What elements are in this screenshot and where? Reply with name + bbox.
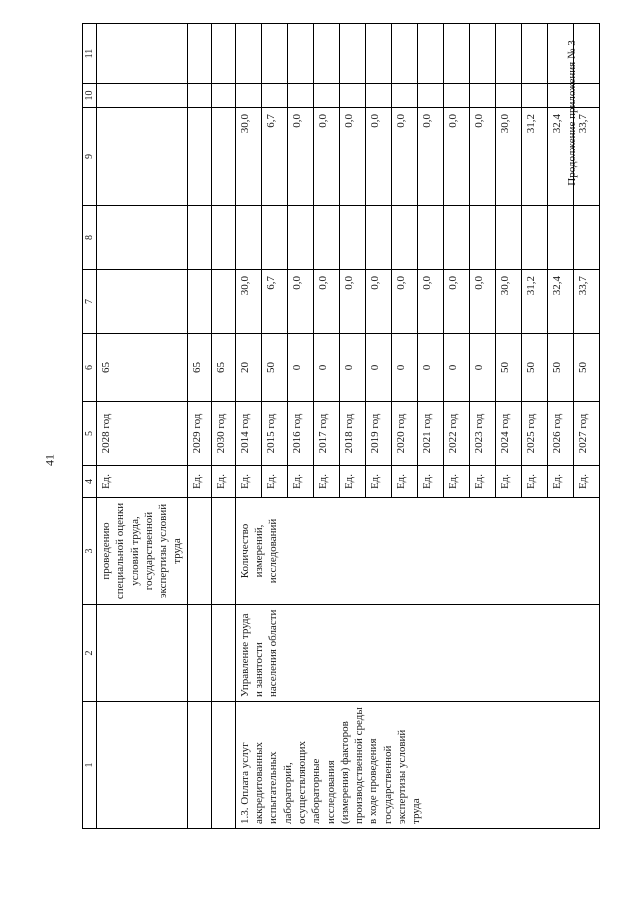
col8-value (521, 206, 547, 270)
unit-cell: Ед. (417, 466, 443, 498)
col7-value: 0,0 (443, 270, 469, 334)
col10-value (313, 84, 339, 108)
col9-value: 31,2 (521, 108, 547, 206)
col6-value: 0 (443, 334, 469, 402)
col7-value: 0,0 (339, 270, 365, 334)
year-cell: 2030 год (211, 402, 235, 466)
col8-value (573, 206, 599, 270)
col8-value (469, 206, 495, 270)
year-cell: 2017 год (313, 402, 339, 466)
col8-value (313, 206, 339, 270)
year-cell: 2024 год (495, 402, 521, 466)
column-number: 7 (83, 270, 97, 334)
unit-cell: Ед. (261, 466, 287, 498)
col10-value (443, 84, 469, 108)
col11-value (391, 24, 417, 84)
col6-value: 65 (97, 334, 188, 402)
unit-cell: Ед. (391, 466, 417, 498)
col2-cell (97, 605, 188, 702)
unit-cell: Ед. (339, 466, 365, 498)
col8-value (287, 206, 313, 270)
col6-value: 0 (365, 334, 391, 402)
year-cell: 2019 год (365, 402, 391, 466)
year-cell: 2022 год (443, 402, 469, 466)
unit-cell: Ед. (365, 466, 391, 498)
col3-cell (211, 498, 235, 605)
col11-value (417, 24, 443, 84)
col10-value (261, 84, 287, 108)
col11-value (339, 24, 365, 84)
col8-value (211, 206, 235, 270)
col6-value: 50 (547, 334, 573, 402)
column-number-row (83, 24, 97, 829)
year-cell: 2025 год (521, 402, 547, 466)
col8-value (417, 206, 443, 270)
col11-value (521, 24, 547, 84)
appendix-continuation-header: Продолжение приложения № 3 (566, 40, 578, 186)
column-number: 11 (83, 24, 97, 84)
col6-value: 0 (339, 334, 365, 402)
col10-value (287, 84, 313, 108)
col9-value: 0,0 (287, 108, 313, 206)
year-cell: 2015 год (261, 402, 287, 466)
col10-value (97, 84, 188, 108)
col6-value: 50 (261, 334, 287, 402)
unit-cell: Ед. (287, 466, 313, 498)
column-number: 5 (83, 402, 97, 466)
col10-value (547, 84, 573, 108)
col9-value (187, 108, 211, 206)
col10-value (495, 84, 521, 108)
unit-cell: Ед. (443, 466, 469, 498)
executor-cell: Управление труда и занятости населения области (235, 605, 599, 702)
col11-value (365, 24, 391, 84)
table-row (235, 24, 261, 829)
col6-value: 65 (187, 334, 211, 402)
column-number: 6 (83, 334, 97, 402)
col10-value (211, 84, 235, 108)
col9-value: 0,0 (313, 108, 339, 206)
year-cell: 2023 год (469, 402, 495, 466)
col11-value (97, 24, 188, 84)
table-row (211, 24, 235, 829)
col9-value: 0,0 (339, 108, 365, 206)
col11-value (187, 24, 211, 84)
year-cell: 2018 год (339, 402, 365, 466)
col7-value: 0,0 (391, 270, 417, 334)
col9-value: 32,4 (547, 108, 573, 206)
table-row (97, 24, 188, 829)
unit-cell: Ед. (573, 466, 599, 498)
year-cell: 2016 год (287, 402, 313, 466)
column-number: 8 (83, 206, 97, 270)
col9-value: 30,0 (495, 108, 521, 206)
col7-value: 0,0 (313, 270, 339, 334)
year-cell: 2027 год (573, 402, 599, 466)
col9-value: 6,7 (261, 108, 287, 206)
col10-value (391, 84, 417, 108)
unit-cell: Ед. (521, 466, 547, 498)
column-number: 1 (83, 702, 97, 829)
col9-value (211, 108, 235, 206)
year-cell: 2021 год (417, 402, 443, 466)
column-number: 3 (83, 498, 97, 605)
year-cell: 2029 год (187, 402, 211, 466)
page-number: 41 (42, 454, 57, 466)
col9-value (97, 108, 188, 206)
col8-value (261, 206, 287, 270)
col8-value (97, 206, 188, 270)
table-body (83, 24, 600, 829)
col10-value (521, 84, 547, 108)
col11-value (469, 24, 495, 84)
col7-value (187, 270, 211, 334)
unit-cell: Ед. (187, 466, 211, 498)
col7-value: 33,7 (573, 270, 599, 334)
col6-value: 50 (521, 334, 547, 402)
col7-value (211, 270, 235, 334)
col7-value: 0,0 (365, 270, 391, 334)
col9-value: 33,7 (573, 108, 599, 206)
col10-value (187, 84, 211, 108)
col9-value: 0,0 (417, 108, 443, 206)
col6-value: 0 (391, 334, 417, 402)
col8-value (339, 206, 365, 270)
year-cell: 2014 год (235, 402, 261, 466)
unit-cell: Ед. (547, 466, 573, 498)
col9-value: 0,0 (365, 108, 391, 206)
unit-cell: Ед. (495, 466, 521, 498)
col10-value (469, 84, 495, 108)
col9-value: 30,0 (235, 108, 261, 206)
col1-cell (211, 702, 235, 829)
unit-cell: Ед. (97, 466, 188, 498)
col7-value: 32,4 (547, 270, 573, 334)
unit-cell: Ед. (313, 466, 339, 498)
col11-value (287, 24, 313, 84)
col3-cell: проведению специальной оценки условий труда, государственной экспертизы условий труда (97, 498, 188, 605)
col6-value: 0 (313, 334, 339, 402)
col3-cell (187, 498, 211, 605)
column-number: 10 (83, 84, 97, 108)
col8-value (547, 206, 573, 270)
col8-value (443, 206, 469, 270)
col7-value: 30,0 (235, 270, 261, 334)
table-row (187, 24, 211, 829)
col11-value (573, 24, 599, 84)
col11-value (313, 24, 339, 84)
col6-value: 50 (573, 334, 599, 402)
col1-cell (187, 702, 211, 829)
col11-value (547, 24, 573, 84)
col8-value (365, 206, 391, 270)
col7-value: 31,2 (521, 270, 547, 334)
col6-value: 0 (469, 334, 495, 402)
col11-value (211, 24, 235, 84)
col9-value: 0,0 (391, 108, 417, 206)
col8-value (187, 206, 211, 270)
col7-value: 0,0 (417, 270, 443, 334)
col10-value (365, 84, 391, 108)
unit-cell: Ед. (235, 466, 261, 498)
indicator-name-cell: Количество измерений, исследований (235, 498, 599, 605)
column-number: 2 (83, 605, 97, 702)
col11-value (261, 24, 287, 84)
col6-value: 65 (211, 334, 235, 402)
col6-value: 50 (495, 334, 521, 402)
col6-value: 0 (287, 334, 313, 402)
col11-value (235, 24, 261, 84)
col9-value: 0,0 (469, 108, 495, 206)
col8-value (495, 206, 521, 270)
year-cell: 2026 год (547, 402, 573, 466)
col11-value (495, 24, 521, 84)
year-cell: 2020 год (391, 402, 417, 466)
col7-value (97, 270, 188, 334)
col11-value (443, 24, 469, 84)
col8-value (391, 206, 417, 270)
col6-value: 20 (235, 334, 261, 402)
col2-cell (211, 605, 235, 702)
col10-value (417, 84, 443, 108)
col10-value (573, 84, 599, 108)
col8-value (235, 206, 261, 270)
col10-value (339, 84, 365, 108)
col6-value: 0 (417, 334, 443, 402)
col2-cell (187, 605, 211, 702)
indicators-table (82, 23, 600, 829)
col7-value: 0,0 (469, 270, 495, 334)
unit-cell: Ед. (211, 466, 235, 498)
col7-value: 0,0 (287, 270, 313, 334)
column-number: 9 (83, 108, 97, 206)
col9-value: 0,0 (443, 108, 469, 206)
year-cell: 2028 год (97, 402, 188, 466)
col10-value (235, 84, 261, 108)
col7-value: 30,0 (495, 270, 521, 334)
unit-cell: Ед. (469, 466, 495, 498)
col7-value: 6,7 (261, 270, 287, 334)
col1-cell (97, 702, 188, 829)
column-number: 4 (83, 466, 97, 498)
measure-name-cell: 1.3. Оплата услуг аккредитованных испытательных лабораторий, осуществляющих лабораторные исследования (измерения) факторов производственной среды в ходе проведения государственной экспертизы условий труда (235, 702, 599, 829)
